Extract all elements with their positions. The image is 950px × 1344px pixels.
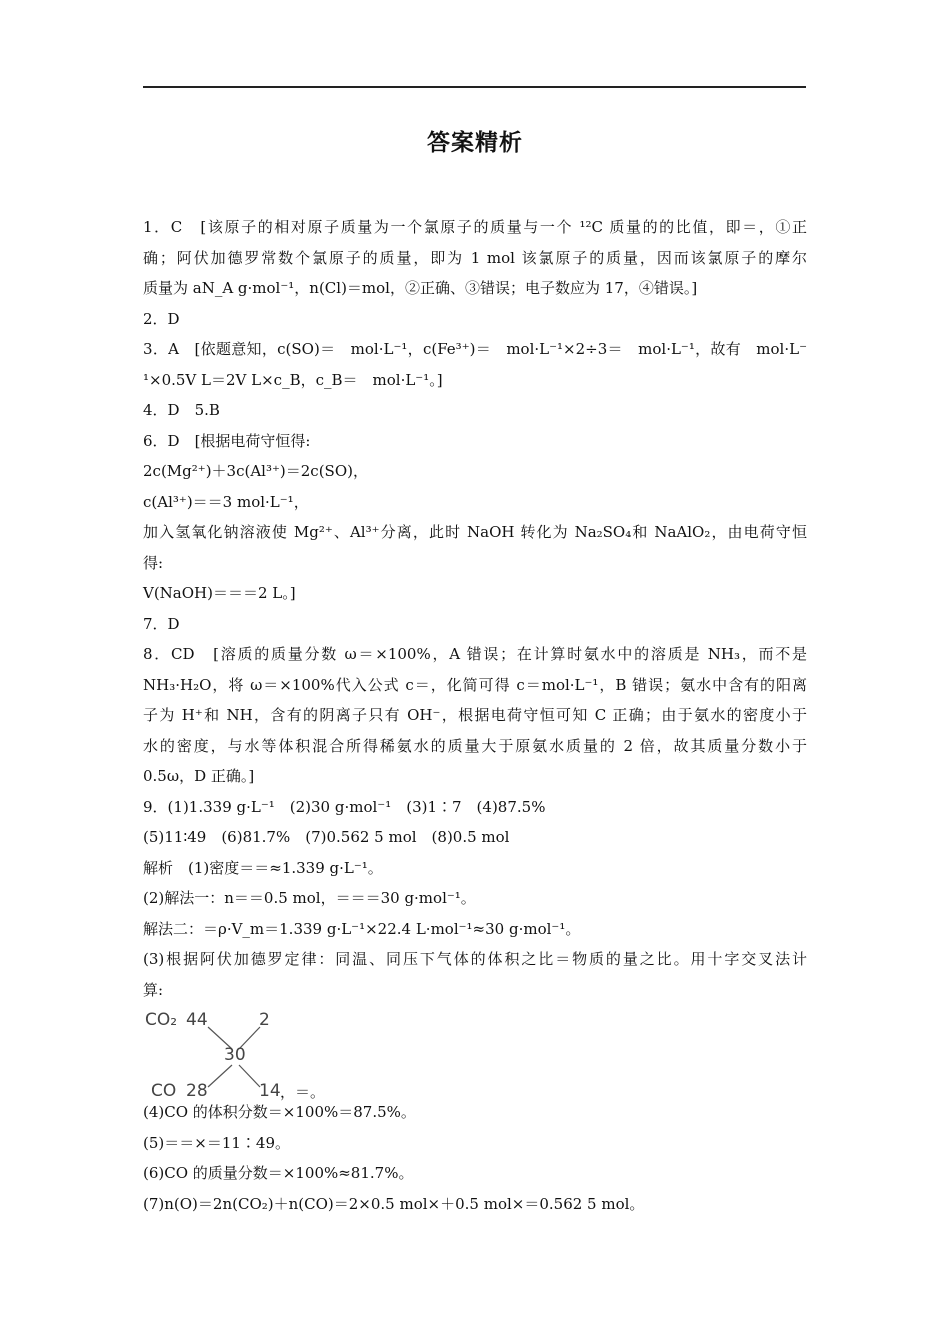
text-line: 1．C [该原子的相对原子质量为一个氯原子的质量与一个 ¹²C 质量的的比值，即＝，①正 <box>143 218 807 236</box>
text-line: 算: <box>143 980 164 999</box>
page-title: 答案精析 <box>427 130 523 156</box>
text-line: 子为 H⁺和 NH，含有的阴离子只有 OH⁻，根据电荷守恒可知 C 正确；由于氨水的密度小于 <box>143 706 807 724</box>
co-difference: 14 <box>259 1081 281 1101</box>
text-line: 3．A [依题意知，c(SO)＝ mol·L⁻¹，c(Fe³⁺)＝ mol·L⁻¹×2÷3＝ mol·L⁻¹，故有 mol·L⁻ <box>143 340 807 358</box>
text-line: (6)CO 的质量分数＝×100%≈81.7%。 <box>143 1164 414 1182</box>
co2-difference: 2 <box>259 1010 270 1030</box>
text-line: NH₃·H₂O，将 ω＝×100%代入公式 c＝，化简可得 c＝mol·L⁻¹，B 错误；氨水中含有的阳离 <box>143 675 807 694</box>
text-line: (2)解法一：n＝＝0.5 mol，＝＝＝30 g·mol⁻¹。 <box>143 889 476 907</box>
text-line: (5)11∶49 (6)81.7% (7)0.562 5 mol (8)0.5 mol <box>143 828 510 846</box>
co2-label: CO₂ <box>145 1010 178 1030</box>
co-molar-mass: 28 <box>186 1081 208 1101</box>
text-line: (3)根据阿伏加德罗定律：同温、同压下气体的体积之比＝物质的量之比。用十字交叉法计 <box>143 950 807 968</box>
text-line: 7．D <box>143 614 180 633</box>
text-line: ¹×0.5V L＝2V L×c_B，c_B＝ mol·L⁻¹。] <box>143 370 443 389</box>
average-molar-mass: 30 <box>224 1045 246 1065</box>
text-line: 加入氢氧化钠溶液使 Mg²⁺、Al³⁺分离，此时 NaOH 转化为 Na₂SO₄和 NaAlO₂，由电荷守恒 <box>143 523 807 541</box>
answer-body <box>143 212 807 1219</box>
text-line: 6．D [根据电荷守恒得: <box>143 431 311 450</box>
text-line: (4)CO 的体积分数＝×100%＝87.5%。 <box>143 1103 416 1121</box>
text-line: 4．D 5.B <box>143 401 220 419</box>
cross-method-diagram <box>143 1005 807 1101</box>
text-line: (7)n(O)＝2n(CO₂)＋n(CO)＝2×0.5 mol×＋0.5 mol×＝0.562 5 mol。 <box>143 1194 645 1213</box>
text-line: 水的密度，与水等体积混合所得稀氨水的质量大于原氨水质量的 2 倍，故其质量分数小于 <box>143 736 807 755</box>
text-line: 解析 (1)密度＝＝≈1.339 g·L⁻¹。 <box>143 858 383 877</box>
text-line: 9．(1)1.339 g·L⁻¹ (2)30 g·mol⁻¹ (3)1∶7 (4)87.5% <box>143 797 546 816</box>
text-line: 0.5ω，D 正确。] <box>143 767 255 785</box>
co2-molar-mass: 44 <box>186 1010 208 1030</box>
text-line: 2c(Mg²⁺)＋3c(Al³⁺)＝2c(SO)， <box>143 462 368 480</box>
text-line: 8．CD [溶质的质量分数 ω＝×100%，A 错误；在计算时氨水中的溶质是 NH₃，而不是 <box>143 645 807 663</box>
text-line: 质量为 aN_A g·mol⁻¹，n(Cl)＝mol，②正确、③错误；电子数应为 17，④错误。] <box>143 279 698 297</box>
text-line: V(NaOH)＝＝＝2 L。] <box>143 584 296 602</box>
header-rule <box>143 86 806 88</box>
text-line: c(Al³⁺)＝＝3 mol·L⁻¹， <box>143 492 309 511</box>
text-line: 2．D <box>143 309 180 328</box>
text-line: 确；阿伏加德罗常数个氯原子的质量，即为 1 mol 该氯原子的质量，因而该氯原子的摩尔 <box>143 248 807 267</box>
text-line: 解法二：＝ρ·V_m＝1.339 g·L⁻¹×22.4 L·mol⁻¹≈30 g·mol⁻¹。 <box>143 919 581 938</box>
co-label: CO <box>151 1081 177 1101</box>
text-line: 得: <box>143 553 164 572</box>
ratio-tail: ，＝。 <box>280 1083 326 1101</box>
text-line: (5)＝＝×＝11∶49。 <box>143 1133 290 1152</box>
